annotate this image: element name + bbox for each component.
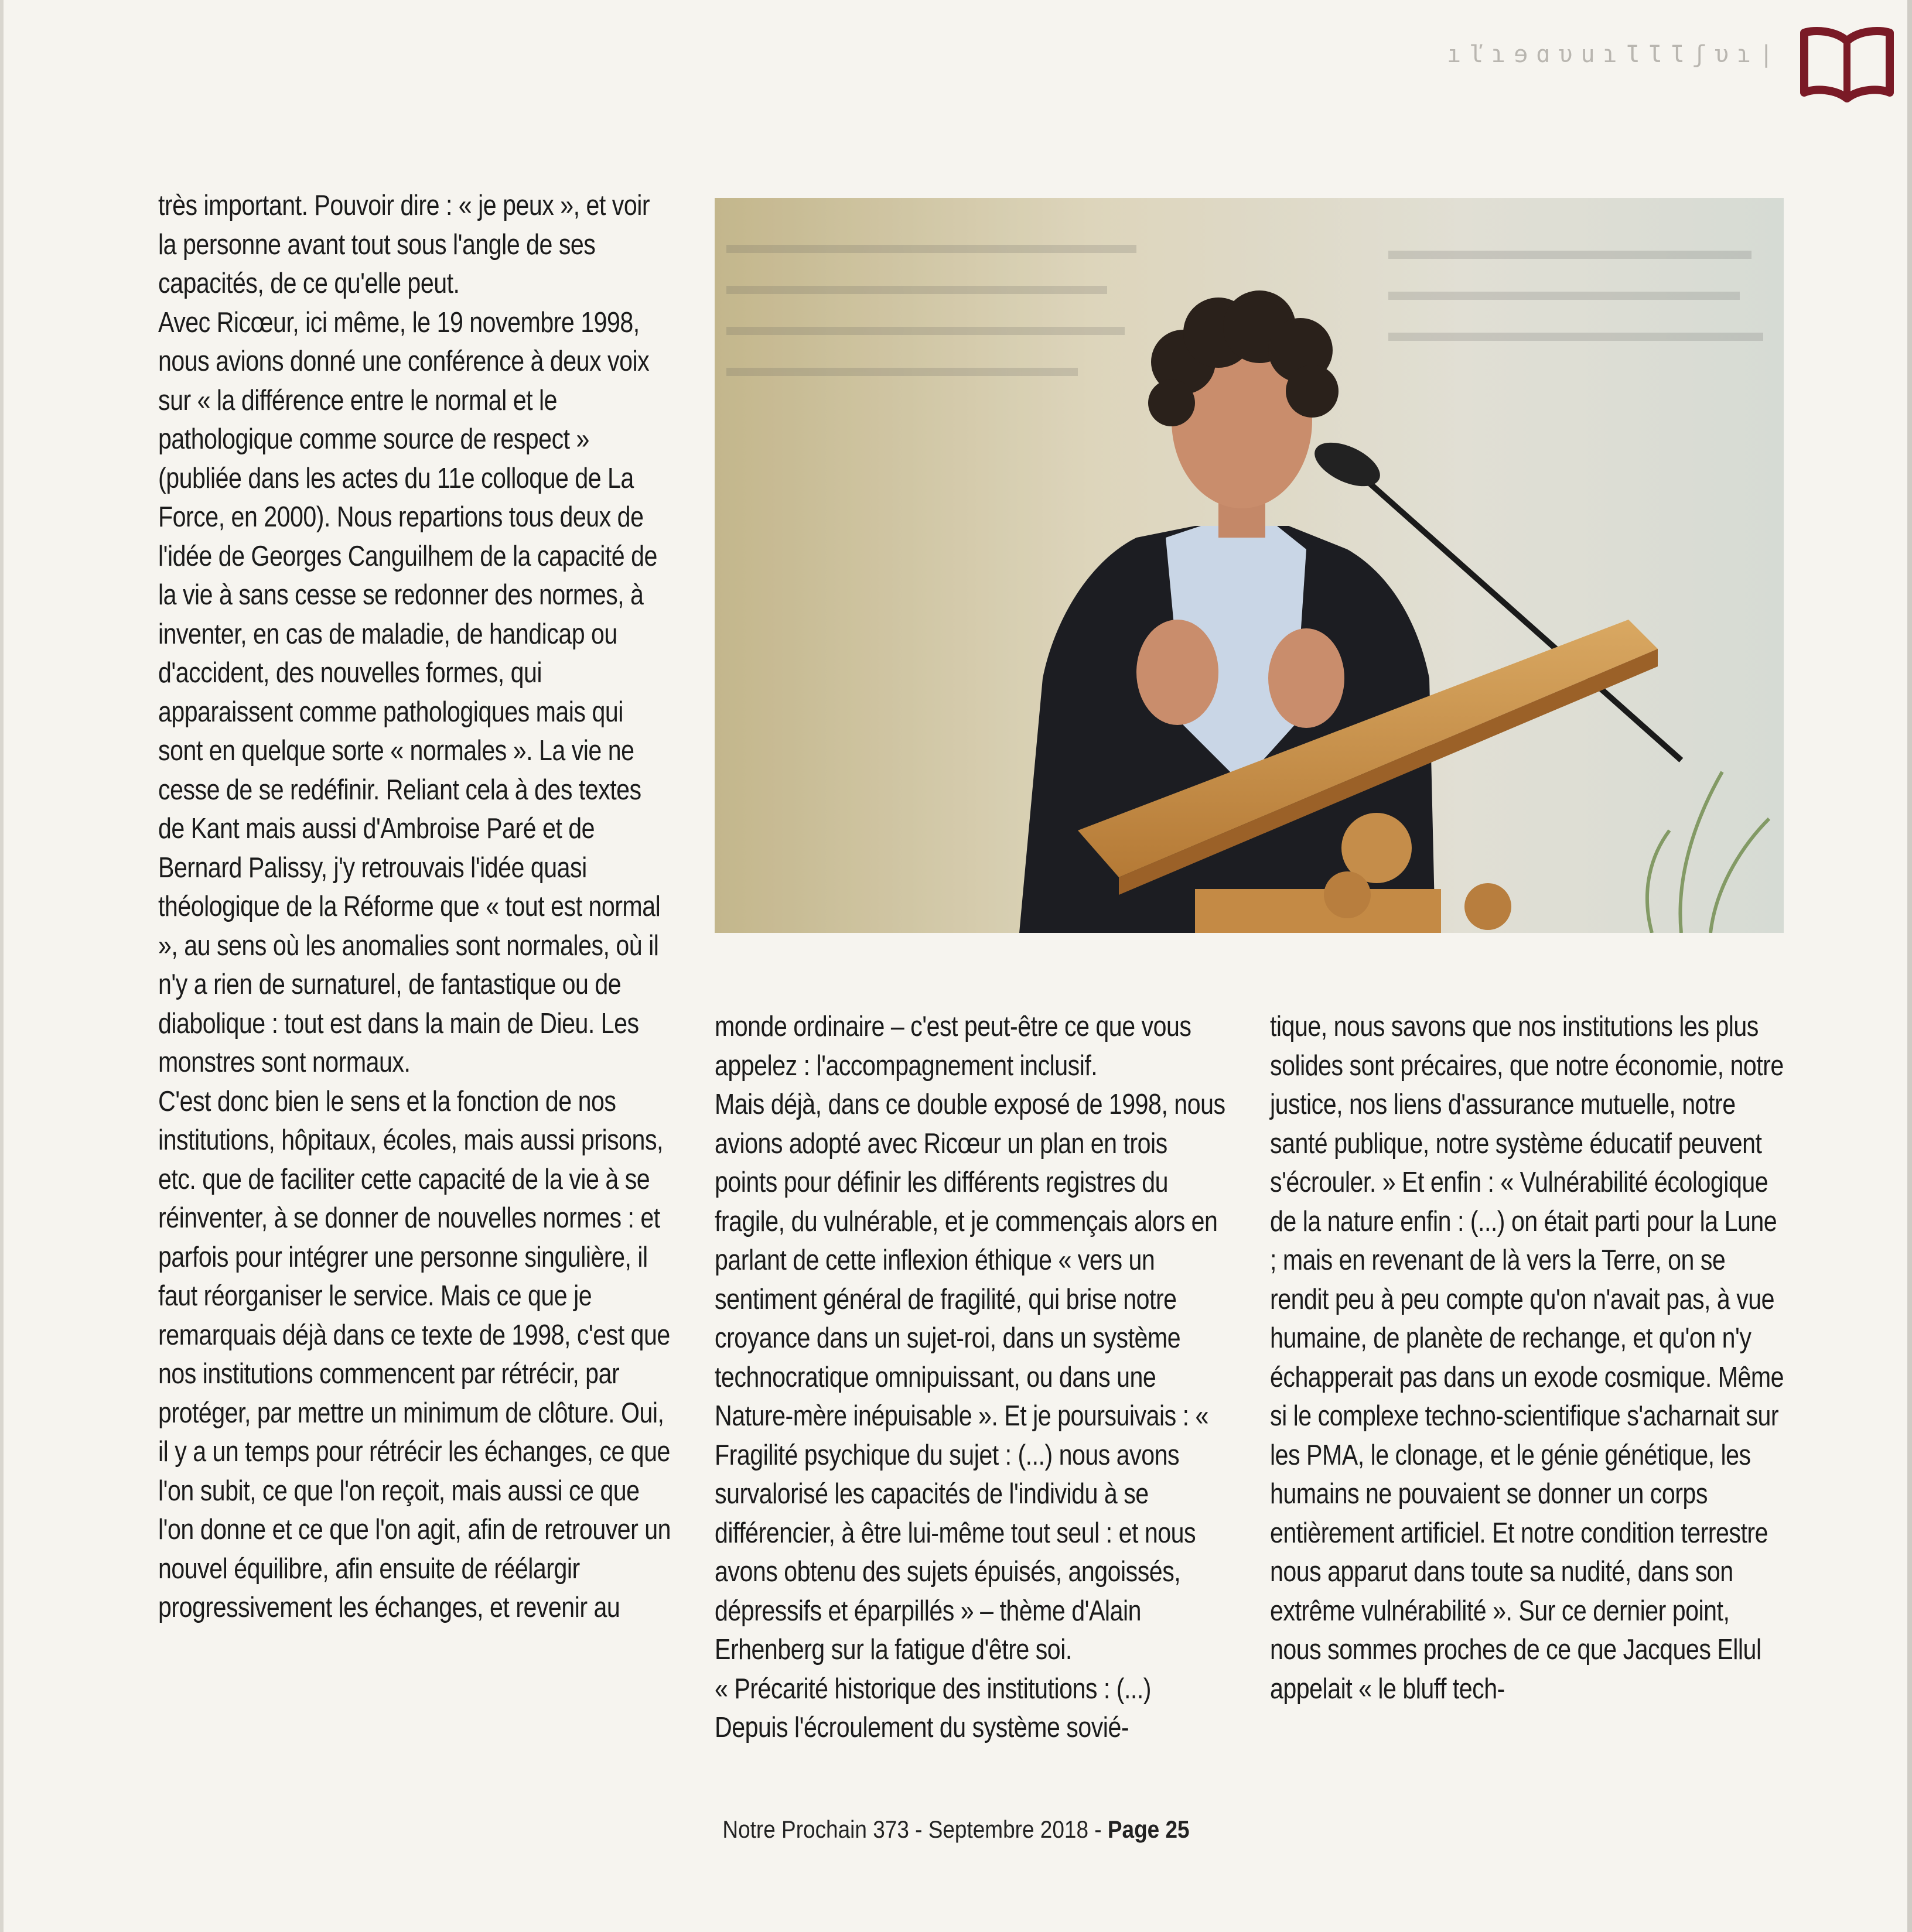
article-column-1: [158, 186, 672, 1627]
paragraph: tique, nous savons que nos institutions les plus solides sont précaires, que notre économie, notre justice, nos liens d'assurance mutuelle, notre santé publique, notre système éducatif peuvent s'écrouler. » Et enfin : « Vulnérabilité écologique de la nature enfin : (...) on était parti pour la Lune ; mais en revenant de là vers la Terre, on se rendit peu à peu compte qu'on n'avait pas, à vue humaine, de planète de rechange, et qu'on n'y échapperait pas dans un exode cosmique. Même si le complexe techno-scientifique s'acharnait sur les PMA, le clonage, et le génie génétique, les humains ne pouvaient se donner un corps entièrement artificiel. Et notre condition terrestre nous apparut dans toute sa nudité, dans son extrême vulnérabilité ». Sur ce dernier point, nous sommes proches de ce que Jacques Ellul appelait « le bluff tech-: [1270, 1011, 1784, 1705]
paragraph: Mais déjà, dans ce double exposé de 1998, nous avions adopté avec Ricœur un plan en trois points pour définir les différents registres du fragile, du vulnérable, et je commençais alors en parlant de cette inflexion éthique « vers un sentiment général de fragilité, qui brise notre croyance dans un sujet-roi, dans un système technocratique omnipuissant, ou dans une Nature-mère inépuisable ». Et je poursuivais : « Fragilité psychique du sujet : (...) nous avons survalorisé les capacités de l'individu à se différencier, à être lui-même tout seul : et nous avons obtenu des sujets épuisés, angoissés, dépressifs et éparpillés » – thème d'Alain Erhenberg sur la fatigue d'être soi.: [715, 1089, 1225, 1666]
paragraph: « Précarité historique des institutions : (...) Depuis l'écroulement du système sovié-: [715, 1673, 1151, 1743]
paragraph: C'est donc bien le sens et la fonction de nos institutions, hôpitaux, écoles, mais aussi prisons, etc. que de faciliter cette capacité de la vie à se réinventer, à se donner de nouvelles normes : et parfois pour intégrer une personne singulière, il faut réorganiser le service. Mais ce que je remarquais déjà dans ce texte de 1998, c'est que nos institutions commencent par rétrécir, par protéger, par mettre un minimum de clôture. Oui, il y a un temps pour rétrécir les échanges, ce que l'on subit, ce que l'on reçoit, mais aussi ce que l'on donne et ce que l'on agit, afin de retrouver un nouvel équilibre, afin ensuite de réélargir progressivement les échanges, et revenir au: [158, 1085, 671, 1623]
publication-info: Notre Prochain 373 - Septembre 2018 -: [722, 1815, 1108, 1843]
article-column-3: [1270, 1007, 1784, 1708]
paragraph: monde ordinaire – c'est peut-être ce que vous appelez : l'accompagnement inclusif.: [715, 1011, 1191, 1082]
article-column-2: [715, 1007, 1229, 1748]
speaker-photo: [715, 198, 1784, 933]
page-number: Page 25: [1107, 1815, 1190, 1843]
book-icon: [1797, 23, 1897, 105]
bleed-through-mark: ıľɿɘɑυuɿƖƖƖʃυɿ|: [1447, 41, 1782, 68]
page-footer: [115, 1815, 1797, 1844]
paragraph: Avec Ricœur, ici même, le 19 novembre 1998, nous avions donné une conférence à deux voix sur « la différence entre le normal et le pathologique comme source de respect » (publiée dans les actes du 11e colloque de La Force, en 2000). Nous repartions tous deux de l'idée de Georges Canguilhem de la capacité de la vie à sans cesse se redonner des normes, à inventer, en cas de maladie, de handicap ou d'accident, des nouvelles formes, qui apparaissent comme pathologiques mais qui sont en quelque sorte « normales ». La vie ne cesse de se redéfinir. Reliant cela à des textes de Kant mais aussi d'Ambroise Paré et de Bernard Palissy, j'y retrouvais l'idée quasi théologique de la Réforme que « tout est normal », au sens où les anomalies sont normales, où il n'y a rien de surnaturel, de fantastique ou de diabolique : tout est dans la main de Dieu. Les monstres sont normaux.: [158, 306, 661, 1078]
paragraph: très important. Pouvoir dire : « je peux », et voir la personne avant tout sous l'angle de ses capacités, de ce qu'elle peut.: [158, 190, 650, 299]
